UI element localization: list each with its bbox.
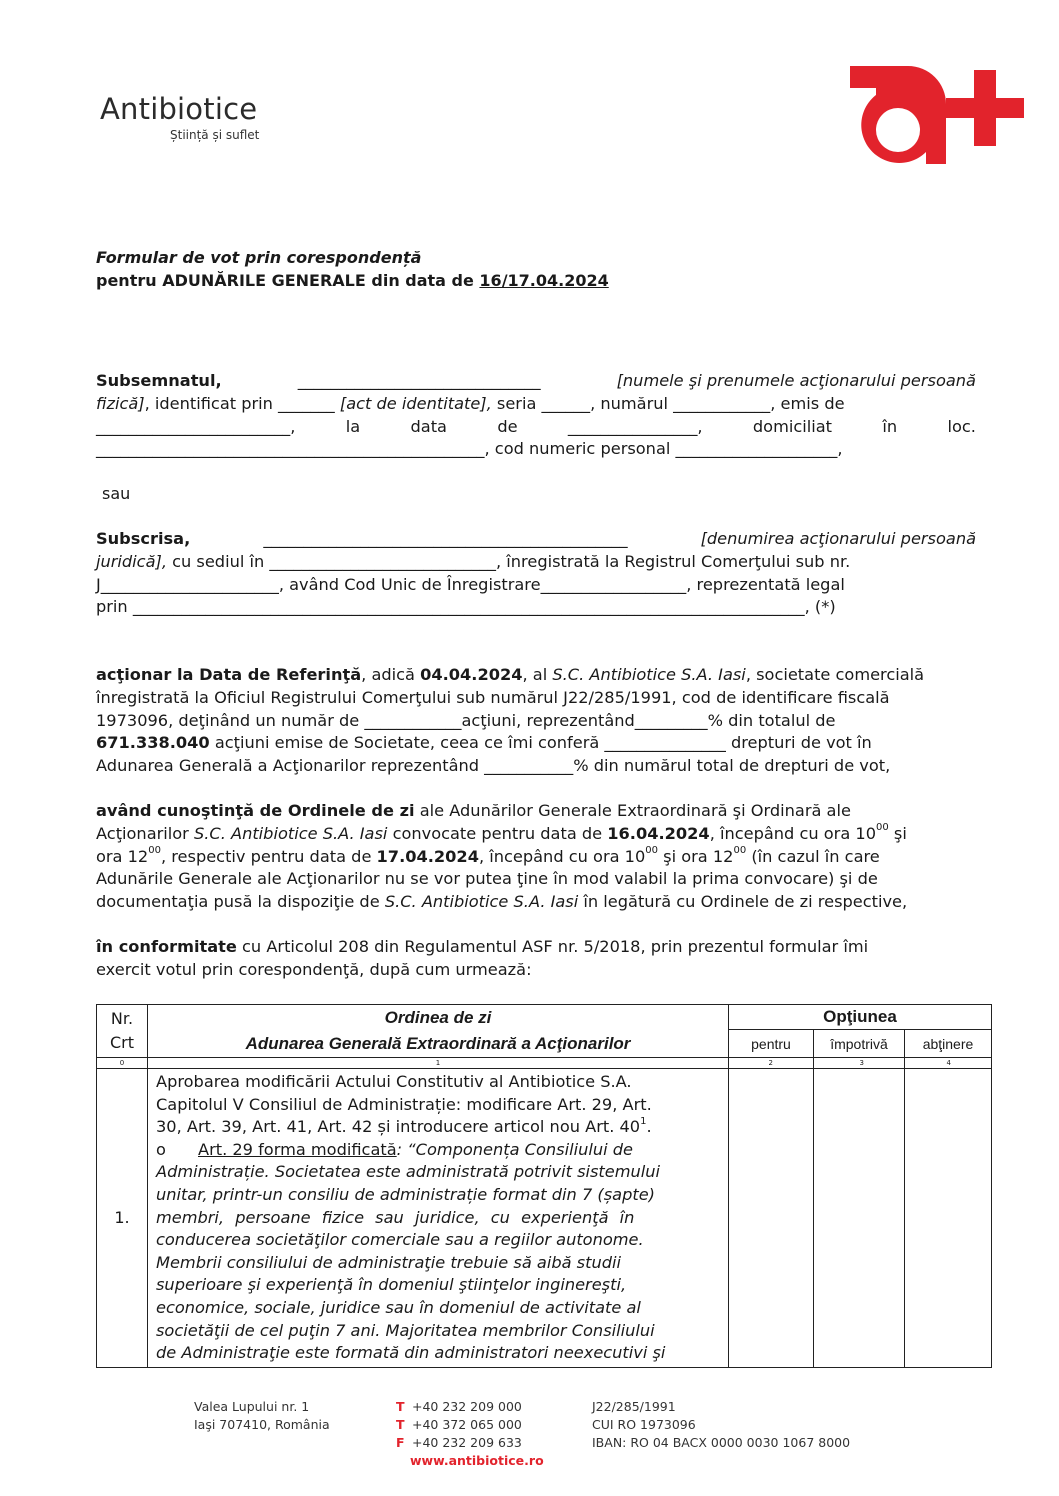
item-italic-line: Administrație. Societatea este administrată potrivit sistemului [156,1162,661,1182]
cun-sup3: 00 [645,845,658,857]
a-plus-logo-icon [846,60,1026,170]
item-italic-line: conducerea societăţilor comerciale sau a regiilor autonome. [156,1230,644,1250]
brand-name: Antibiotice [100,92,258,126]
address-line1: Valea Lupului nr. 1 [194,1399,310,1414]
act-ref-date: 04.04.2024 [420,665,523,684]
item-l3-sup: 1 [640,1115,647,1127]
pf-l3-w0: ________________________, [96,416,296,436]
conf-t1: cu Articolul 208 din Regulamentul ASF nr. 5/2018, prin prezentul formular îmi [236,937,869,956]
item-line2: Capitolul V Consiliul de Administrație: modificare Art. 29, Art. [156,1094,652,1114]
item-italic-line: de Administraţie este formată din administratori neexecutivi şi [156,1343,666,1363]
cun-l2-t3: , începând cu ora 10 [709,823,876,843]
shareholder-paragraph [96,664,976,778]
footer-address [194,1398,330,1434]
act-line5: Adunarea Generală a Acţionarilor reprezentând ___________% din numărul total de drepturi de vot, [96,756,891,776]
act-company: S.C. Antibiotice S.A. Iasi [552,665,746,684]
pf-seria: seria ______, numărul ____________, emis de [491,393,845,413]
col-index-3: 3 [814,1058,905,1069]
pf-subsemnatul: Subsemnatul, [96,371,222,390]
act-data-ref: acţionar la Data de Referinţă [96,665,362,684]
conf-bold: în conformitate [96,937,237,956]
meeting-date: 16/17.04.2024 [479,271,609,290]
natural-person-paragraph [96,370,976,461]
pj-line1 [96,528,976,551]
agenda-item-text [148,1069,729,1368]
footer-contact [396,1398,544,1470]
agenda-header [148,1005,729,1058]
iban: IBAN: RO 04 BACX 0000 0030 1067 8000 [592,1435,851,1450]
cun-l3-t2: , respectiv pentru data de [160,846,377,866]
pj-name-hint: [denumirea acţionarului persoană [700,529,976,548]
fax-label: F [396,1435,405,1450]
title-line1: Formular de vot prin corespondență [96,248,422,267]
col-index-2: 2 [729,1058,814,1069]
cun-l2-t2: convocate pentru data de [387,823,608,843]
pf-line2 [96,393,976,416]
act-line1 [96,664,976,687]
legal-person-paragraph [96,528,976,619]
act-line4 [96,732,976,755]
col-index-1: 1 [148,1058,729,1069]
act-t3: , societate comercială [745,665,925,684]
cun-l2-company: S.C. Antibiotice S.A. Iasi [193,823,388,843]
item-line4 [156,1139,720,1162]
voting-table [96,1004,992,1368]
conf-line2: exercit votul prin corespondenţă, după cum urmează: [96,959,532,979]
item-italic-line: economice, sociale, juridice sau în domeniul de activitate al [156,1297,641,1317]
cun-line1 [96,800,976,823]
row-number: 1. [97,1069,148,1368]
pf-name-blank: ______________________________ [297,371,541,390]
cun-t1: ale Adunărilor Generale Extraordinară şi Ordinară ale [414,801,851,820]
form-title [96,246,609,292]
cun-l3-t4: şi ora 12 [658,846,734,866]
pf-id-prin: , identificat prin _______ [144,393,340,413]
pj-line3: J______________________, având Cod Unic de Înregistrare__________________, reprezentată legal [96,574,845,594]
phone2: +40 372 065 000 [412,1417,522,1432]
phone-label: T [396,1417,405,1432]
phone1: +40 232 209 000 [412,1399,522,1414]
sau-label: sau [102,484,131,503]
cun-date2: 17.04.2024 [376,846,479,866]
option-header: Opţiunea [729,1005,992,1030]
cun-l3-t3: , începând cu ora 10 [478,846,646,866]
conf-line1 [96,936,976,959]
fax: +40 232 209 633 [412,1435,522,1450]
item-l3-end: . [646,1117,652,1137]
address-line2: Iaşi 707410, România [194,1417,330,1432]
cun-line4: Adunările Generale ale Acţionarilor nu se vor putea ţine în mod valabil la prima convocare) şi de [96,869,878,889]
pf-l3-w7: loc. [947,416,976,436]
cun-l2-t4: şi [888,823,907,843]
cun-l3-t5: (în cazul în care [746,846,880,866]
website-link[interactable]: www.antibiotice.ro [410,1453,544,1468]
title-line2 [96,269,609,292]
col-index-0: 0 [97,1058,148,1069]
col-index-4: 4 [905,1058,992,1069]
pj-line4: prin ___________________________________________________________________________________, (*) [96,597,836,617]
cui-number: CUI RO 1973096 [592,1417,696,1432]
ordinea-label: Ordinea de zi [384,1008,492,1027]
pj-name-blank: _____________________________________________ [263,529,628,548]
vote-impotriva-cell[interactable] [814,1069,905,1368]
pj-subscrisa: Subscrisa, [96,529,191,548]
pf-line4: ________________________________________________, cod numeric personal ____________________, [96,439,843,459]
pf-l3-w1: la [345,416,361,436]
nr-label: Nr. [110,1009,134,1028]
cun-sup4: 00 [733,845,747,857]
cun-date1: 16.04.2024 [607,823,710,843]
cun-l5-t2: în legătură cu Ordinele de zi respective, [578,892,908,912]
vote-abtinere-cell[interactable] [905,1069,992,1368]
nr-crt-header [97,1005,148,1058]
vote-pentru-cell[interactable] [729,1069,814,1368]
pj-sediu: cu sediul în ____________________________, înregistrată la Registrul Comerţului sub nr. [166,551,851,571]
cun-l2-t1: Acţionarilor [96,823,194,843]
pf-fizica: fizică] [96,393,145,413]
crt-label: Crt [109,1033,135,1052]
pf-l3-w2: data [410,416,447,436]
cun-bold: având cunoştinţă de Ordinele de zi [96,801,415,820]
footer-registration [592,1398,850,1452]
pf-line3 [96,416,976,439]
act-line2: înregistrată la Oficiul Registrului Comerţului sub numărul J22/285/1991, cod de identificare fiscală [96,687,890,707]
adunarea-label: Adunarea Generală Extraordinară a Acţionarilor [245,1034,631,1053]
item-italic-line: superioare şi experienţă în domeniul ştiinţelor inginereşti, [156,1275,627,1295]
cun-l5-t1: documentaţia pusă la dispoziţie de [96,892,385,912]
cun-sup1: 00 [876,822,889,834]
cun-l5-company: S.C. Antibiotice S.A. Iasi [384,892,579,912]
cun-line2 [96,823,976,846]
pentru-header: pentru [729,1030,814,1058]
item-italic-line: societăţii de cel puţin 7 ani. Majoritatea membrilor Consiliului [156,1320,655,1340]
cun-line5 [96,891,976,914]
item-art29: Art. 29 forma modificată [198,1139,397,1159]
cun-l3-t1: ora 12 [96,846,149,866]
item-l4-rest: : “Componența Consiliului de [396,1139,633,1159]
item-italic-line: membri, persoane fizice sau juridice, cu experienţă în [156,1207,635,1227]
phone-label: T [396,1399,405,1414]
reg-number: J22/285/1991 [592,1399,676,1414]
act-t4: acţiuni emise de Societate, ceea ce îmi conferă _______________ drepturi de vot în [209,733,872,753]
agenda-paragraph [96,800,976,914]
title-prefix: pentru ADUNĂRILE GENERALE din data de [96,271,480,290]
abtinere-header: abţinere [905,1030,992,1058]
pf-l3-w3: de [497,416,518,436]
pf-line1 [96,370,976,393]
bullet-icon: o [156,1139,166,1159]
act-t1: , adică [361,665,421,684]
pf-l3-w5: domiciliat [752,416,833,436]
item-l3-text: 30, Art. 39, Art. 41, Art. 42 și introducere articol nou Art. 40 [156,1117,641,1137]
act-line3: 1973096, deţinând un număr de ____________acţiuni, reprezentând_________% din totalul de [96,710,836,730]
conformity-paragraph [96,936,976,982]
cun-sup2: 00 [148,845,161,857]
pf-l3-w6: în [882,416,898,436]
pj-juridica: juridică], [96,551,167,571]
pf-id-hint: [act de identitate], [339,393,492,413]
pf-name-hint: [numele şi prenumele acţionarului persoană [616,371,976,390]
pf-l3-w4: ________________, [567,416,703,436]
cun-line3 [96,846,976,869]
act-total-shares: 671.338.040 [96,733,210,753]
impotriva-header: împotrivă [814,1030,905,1058]
item-italic-line: Membrii consiliului de administraţie trebuie să aibă studii [156,1252,621,1272]
item-line3 [156,1116,720,1139]
pj-line2 [96,551,976,574]
brand-tagline: Știință și suflet [170,128,260,142]
act-t2: , al [522,665,553,684]
item-line1: Aprobarea modificării Actului Constitutiv al Antibiotice S.A. [156,1072,632,1091]
item-italic-line: unitar, printr-un consiliu de administrație format din 7 (șapte) [156,1184,655,1204]
table-row [97,1069,992,1368]
